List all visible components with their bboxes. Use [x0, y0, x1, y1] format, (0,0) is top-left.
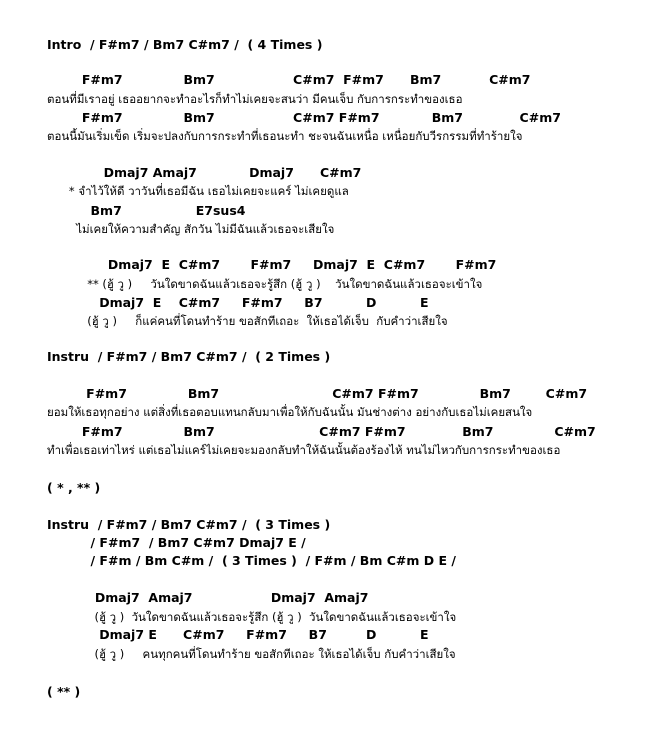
- chord-line: Bm7 E7sus4: [47, 203, 246, 218]
- chord-line: Dmaj7 Amaj7 Dmaj7 Amaj7: [47, 590, 369, 605]
- instru-line: / F#m / Bm C#m / ( 3 Times ) / F#m / Bm C#m D E /: [47, 553, 456, 568]
- lyric-line: ตอนที่มีเราอยู่ เธออยากจะทำอะไรก็ทำไม่เคยจะสนว่า มีคนเจ็บ กับการกระทำของเธอ: [47, 92, 463, 106]
- chord-line: F#m7 Bm7 C#m7 F#m7 Bm7 C#m7: [47, 386, 588, 401]
- repeat-marker: ( * , ** ): [47, 480, 101, 495]
- chord-line: F#m7 Bm7 C#m7 F#m7 Bm7 C#m7: [47, 110, 561, 125]
- lyric-line: ** (ฮู้ วู ) วันใดขาดฉันแล้วเธอจะรู้สึก (ฮู้ วู ) วันใดขาดฉันแล้วเธอจะเข้าใจ: [47, 277, 483, 291]
- chord-line: Dmaj7 Amaj7 Dmaj7 C#m7: [47, 165, 362, 180]
- lyric-line: (ฮู้ วู ) วันใดขาดฉันแล้วเธอจะรู้สึก (ฮู้ วู ) วันใดขาดฉันแล้วเธอจะเข้าใจ: [47, 610, 457, 624]
- lyric-line: (ฮู้ วู ) ก็แค่คนที่โดนทำร้าย ขอสักทีเถอะ ให้เธอได้เจ็บ กับคำว่าเสียใจ: [47, 314, 448, 328]
- lyric-line: ตอนนี้มันเริ่มเข็ด เริ่มจะปลงกับการกระทำที่เธอนะทำ ชะจนฉันเหนื่อ เหนื่อยกับวีรกรรมที่ทำร้ายใจ: [47, 129, 523, 143]
- repeat-marker: ( ** ): [47, 684, 81, 699]
- instru-line: Instru / F#m7 / Bm7 C#m7 / ( 3 Times ): [47, 517, 331, 532]
- lyric-line: (ฮู้ วู ) คนทุกคนที่โดนทำร้าย ขอสักทีเถอะ ให้เธอได้เจ็บ กับคำว่าเสียใจ: [47, 647, 456, 661]
- intro-line: Intro / F#m7 / Bm7 C#m7 / ( 4 Times ): [47, 37, 323, 52]
- instru-line: Instru / F#m7 / Bm7 C#m7 / ( 2 Times ): [47, 349, 331, 364]
- chord-line: Dmaj7 E C#m7 F#m7 B7 D E: [47, 295, 429, 310]
- chord-line: Dmaj7 E C#m7 F#m7 B7 D E: [47, 627, 429, 642]
- instru-line: / F#m7 / Bm7 C#m7 Dmaj7 E /: [47, 535, 306, 550]
- chord-line: F#m7 Bm7 C#m7 F#m7 Bm7 C#m7: [47, 424, 596, 439]
- lyric-line: * จำไว้ให้ดี วาวันที่เธอมีฉัน เธอไม่เคยจะแคร์ ไม่เคยดูแล: [47, 184, 349, 198]
- chord-line: F#m7 Bm7 C#m7 F#m7 Bm7 C#m7: [47, 72, 531, 87]
- chord-line: Dmaj7 E C#m7 F#m7 Dmaj7 E C#m7 F#m7: [47, 257, 497, 272]
- lyric-line: ยอมให้เธอทุกอย่าง แต่สิ่งที่เธอตอบแทนกลับมาเพื่อให้กับฉันนั้น มันช่างต่าง อย่างกับเธอไม่เคยสนใจ: [47, 405, 533, 419]
- lyric-line: ไม่เคยให้ความสำคัญ สักวัน ไม่มีฉันแล้วเธอจะเสียใจ: [47, 222, 335, 236]
- lyric-line: ทำเพื่อเธอเท่าไหร่ แต่เธอไม่แคร์ไม่เคยจะมองกลับทำให้ฉันนั้นต้องร้องไห้ ทนไม่ไหวกับการกระทำของเธอ: [47, 443, 561, 457]
